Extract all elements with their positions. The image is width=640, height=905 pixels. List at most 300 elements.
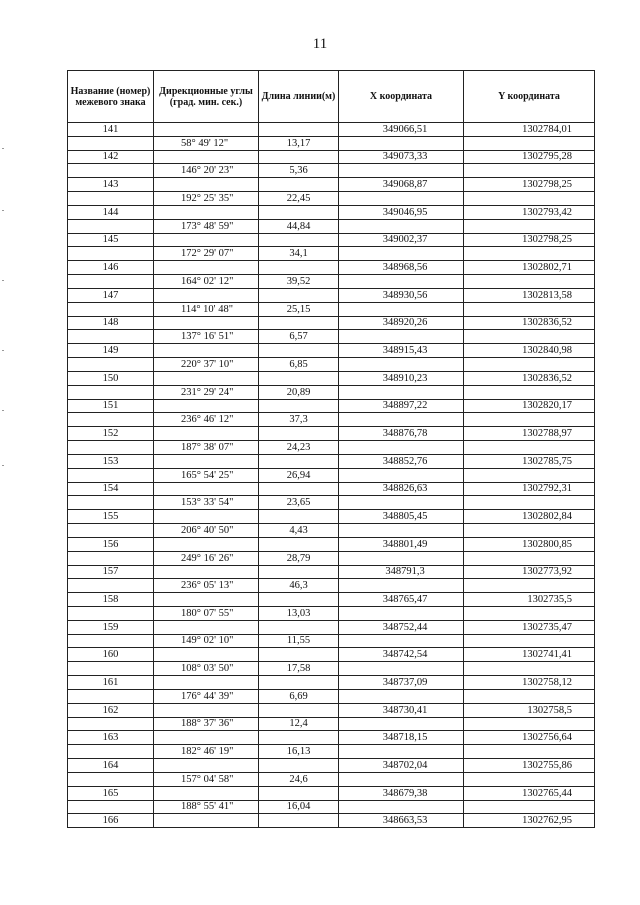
x-coordinate: 348801,49 — [339, 537, 464, 551]
point-name: 141 — [68, 123, 154, 137]
table-header-row — [68, 71, 595, 123]
direction-angle: 182° 46' 19" — [154, 745, 259, 759]
empty-cell — [68, 496, 154, 510]
empty-cell — [259, 344, 339, 358]
point-row — [68, 427, 595, 441]
point-row — [68, 371, 595, 385]
empty-cell — [68, 136, 154, 150]
header-angle: Дирекционные углы (град. мин. сек.) — [154, 71, 259, 123]
point-name: 146 — [68, 261, 154, 275]
direction-angle: 236° 46' 12" — [154, 413, 259, 427]
direction-angle: 173° 48' 59" — [154, 219, 259, 233]
empty-cell — [68, 745, 154, 759]
y-coordinate: 1302840,98 — [464, 344, 595, 358]
empty-cell — [68, 772, 154, 786]
empty-cell — [339, 496, 464, 510]
x-coordinate: 349073,33 — [339, 150, 464, 164]
point-row — [68, 233, 595, 247]
y-coordinate: 1302798,25 — [464, 233, 595, 247]
empty-cell — [339, 192, 464, 206]
empty-cell — [259, 731, 339, 745]
y-coordinate: 1302813,58 — [464, 288, 595, 302]
empty-cell — [464, 551, 595, 565]
empty-cell — [259, 814, 339, 828]
y-coordinate: 1302800,85 — [464, 537, 595, 551]
line-length: 13,03 — [259, 606, 339, 620]
segment-row — [68, 385, 595, 399]
empty-cell — [339, 745, 464, 759]
x-coordinate: 348752,44 — [339, 620, 464, 634]
x-coordinate: 348791,3 — [339, 565, 464, 579]
empty-cell — [464, 275, 595, 289]
page-number: 11 — [312, 36, 328, 52]
empty-cell — [154, 537, 259, 551]
direction-angle: 231° 29' 24" — [154, 385, 259, 399]
segment-row — [68, 413, 595, 427]
line-length: 4,43 — [259, 524, 339, 538]
line-length: 6,57 — [259, 330, 339, 344]
empty-cell — [154, 427, 259, 441]
empty-cell — [464, 606, 595, 620]
point-name: 159 — [68, 620, 154, 634]
empty-cell — [464, 164, 595, 178]
empty-cell — [339, 772, 464, 786]
empty-cell — [154, 288, 259, 302]
y-coordinate: 1302795,28 — [464, 150, 595, 164]
empty-cell — [68, 385, 154, 399]
segment-row — [68, 441, 595, 455]
point-row — [68, 178, 595, 192]
empty-cell — [339, 136, 464, 150]
empty-cell — [154, 150, 259, 164]
empty-cell — [154, 316, 259, 330]
empty-cell — [464, 662, 595, 676]
empty-cell — [339, 634, 464, 648]
segment-row — [68, 330, 595, 344]
line-length: 24,23 — [259, 441, 339, 455]
direction-angle: 176° 44' 39" — [154, 689, 259, 703]
empty-cell — [68, 413, 154, 427]
y-coordinate: 1302785,75 — [464, 454, 595, 468]
segment-row — [68, 468, 595, 482]
empty-cell — [464, 219, 595, 233]
line-length: 13,17 — [259, 136, 339, 150]
empty-cell — [259, 427, 339, 441]
segment-row — [68, 717, 595, 731]
empty-cell — [68, 634, 154, 648]
empty-cell — [154, 482, 259, 496]
direction-angle: 188° 55' 41" — [154, 800, 259, 814]
point-name: 147 — [68, 288, 154, 302]
empty-cell — [154, 454, 259, 468]
empty-cell — [154, 178, 259, 192]
segment-row — [68, 800, 595, 814]
empty-cell — [339, 800, 464, 814]
empty-cell — [339, 219, 464, 233]
point-row — [68, 205, 595, 219]
empty-cell — [464, 302, 595, 316]
point-row — [68, 150, 595, 164]
point-row — [68, 344, 595, 358]
x-coordinate: 348737,09 — [339, 676, 464, 690]
empty-cell — [68, 358, 154, 372]
point-name: 143 — [68, 178, 154, 192]
empty-cell — [68, 606, 154, 620]
empty-cell — [339, 579, 464, 593]
empty-cell — [339, 164, 464, 178]
empty-cell — [154, 123, 259, 137]
empty-cell — [154, 233, 259, 247]
line-length: 12,4 — [259, 717, 339, 731]
point-name: 157 — [68, 565, 154, 579]
direction-angle: 58° 49' 12" — [154, 136, 259, 150]
margin-mark — [2, 210, 4, 211]
empty-cell — [154, 399, 259, 413]
line-length: 28,79 — [259, 551, 339, 565]
empty-cell — [259, 593, 339, 607]
direction-angle: 180° 07' 55" — [154, 606, 259, 620]
y-coordinate: 1302756,64 — [464, 731, 595, 745]
empty-cell — [68, 302, 154, 316]
point-name: 153 — [68, 454, 154, 468]
line-length: 16,04 — [259, 800, 339, 814]
y-coordinate: 1302735,47 — [464, 620, 595, 634]
header-name: Название (номер) межевого знака — [68, 71, 154, 123]
line-length: 37,3 — [259, 413, 339, 427]
empty-cell — [464, 496, 595, 510]
x-coordinate: 348805,45 — [339, 510, 464, 524]
x-coordinate: 348826,63 — [339, 482, 464, 496]
y-coordinate: 1302735,5 — [464, 593, 595, 607]
empty-cell — [154, 759, 259, 773]
y-coordinate: 1302802,71 — [464, 261, 595, 275]
empty-cell — [259, 233, 339, 247]
segment-row — [68, 136, 595, 150]
empty-cell — [339, 385, 464, 399]
segment-row — [68, 579, 595, 593]
empty-cell — [259, 261, 339, 275]
point-row — [68, 482, 595, 496]
point-row — [68, 593, 595, 607]
segment-row — [68, 772, 595, 786]
empty-cell — [339, 606, 464, 620]
line-length: 39,52 — [259, 275, 339, 289]
point-name: 161 — [68, 676, 154, 690]
empty-cell — [464, 468, 595, 482]
direction-angle: 206° 40' 50" — [154, 524, 259, 538]
empty-cell — [68, 579, 154, 593]
line-length: 46,3 — [259, 579, 339, 593]
point-row — [68, 648, 595, 662]
y-coordinate: 1302836,52 — [464, 316, 595, 330]
y-coordinate: 1302765,44 — [464, 786, 595, 800]
empty-cell — [154, 344, 259, 358]
point-row — [68, 676, 595, 690]
y-coordinate: 1302758,5 — [464, 703, 595, 717]
empty-cell — [154, 620, 259, 634]
segment-row — [68, 524, 595, 538]
empty-cell — [339, 717, 464, 731]
point-row — [68, 731, 595, 745]
empty-cell — [259, 537, 339, 551]
point-row — [68, 261, 595, 275]
header-x: X координата — [339, 71, 464, 123]
direction-angle: 187° 38' 07" — [154, 441, 259, 455]
empty-cell — [464, 579, 595, 593]
point-row — [68, 123, 595, 137]
segment-row — [68, 192, 595, 206]
empty-cell — [154, 371, 259, 385]
line-length: 23,65 — [259, 496, 339, 510]
empty-cell — [339, 524, 464, 538]
coordinates-table — [67, 70, 595, 828]
empty-cell — [154, 786, 259, 800]
empty-cell — [68, 247, 154, 261]
line-length: 20,89 — [259, 385, 339, 399]
empty-cell — [68, 800, 154, 814]
x-coordinate: 348702,04 — [339, 759, 464, 773]
x-coordinate: 349002,37 — [339, 233, 464, 247]
x-coordinate: 349068,87 — [339, 178, 464, 192]
empty-cell — [68, 689, 154, 703]
empty-cell — [68, 662, 154, 676]
empty-cell — [259, 759, 339, 773]
direction-angle: 149° 02' 10" — [154, 634, 259, 648]
line-length: 44,84 — [259, 219, 339, 233]
empty-cell — [259, 620, 339, 634]
point-row — [68, 454, 595, 468]
segment-row — [68, 219, 595, 233]
x-coordinate: 348852,76 — [339, 454, 464, 468]
x-coordinate: 348897,22 — [339, 399, 464, 413]
table-body — [68, 123, 595, 828]
header-y: Y координата — [464, 71, 595, 123]
x-coordinate: 348910,23 — [339, 371, 464, 385]
empty-cell — [259, 205, 339, 219]
empty-cell — [259, 565, 339, 579]
empty-cell — [68, 164, 154, 178]
empty-cell — [339, 330, 464, 344]
x-coordinate: 348718,15 — [339, 731, 464, 745]
segment-row — [68, 247, 595, 261]
x-coordinate: 348920,26 — [339, 316, 464, 330]
point-row — [68, 814, 595, 828]
margin-mark — [2, 350, 4, 351]
empty-cell — [68, 468, 154, 482]
y-coordinate: 1302762,95 — [464, 814, 595, 828]
empty-cell — [154, 731, 259, 745]
line-length: 26,94 — [259, 468, 339, 482]
point-name: 155 — [68, 510, 154, 524]
line-length: 11,55 — [259, 634, 339, 648]
point-name: 145 — [68, 233, 154, 247]
point-name: 165 — [68, 786, 154, 800]
empty-cell — [339, 441, 464, 455]
empty-cell — [259, 399, 339, 413]
empty-cell — [339, 413, 464, 427]
empty-cell — [259, 482, 339, 496]
x-coordinate: 348930,56 — [339, 288, 464, 302]
empty-cell — [339, 247, 464, 261]
empty-cell — [259, 676, 339, 690]
direction-angle: 146° 20' 23" — [154, 164, 259, 178]
empty-cell — [464, 717, 595, 731]
empty-cell — [68, 330, 154, 344]
empty-cell — [68, 717, 154, 731]
empty-cell — [339, 302, 464, 316]
empty-cell — [464, 634, 595, 648]
segment-row — [68, 551, 595, 565]
point-row — [68, 510, 595, 524]
direction-angle: 164° 02' 12" — [154, 275, 259, 289]
x-coordinate: 349046,95 — [339, 205, 464, 219]
y-coordinate: 1302793,42 — [464, 205, 595, 219]
segment-row — [68, 358, 595, 372]
point-name: 151 — [68, 399, 154, 413]
line-length: 34,1 — [259, 247, 339, 261]
x-coordinate: 348679,38 — [339, 786, 464, 800]
y-coordinate: 1302741,41 — [464, 648, 595, 662]
empty-cell — [464, 385, 595, 399]
empty-cell — [259, 786, 339, 800]
empty-cell — [464, 192, 595, 206]
point-name: 142 — [68, 150, 154, 164]
empty-cell — [339, 468, 464, 482]
y-coordinate: 1302798,25 — [464, 178, 595, 192]
point-row — [68, 399, 595, 413]
y-coordinate: 1302788,97 — [464, 427, 595, 441]
empty-cell — [68, 219, 154, 233]
empty-cell — [464, 247, 595, 261]
empty-cell — [464, 800, 595, 814]
empty-cell — [68, 192, 154, 206]
margin-mark — [2, 148, 4, 149]
direction-angle: 157° 04' 58" — [154, 772, 259, 786]
line-length: 22,45 — [259, 192, 339, 206]
segment-row — [68, 606, 595, 620]
empty-cell — [464, 413, 595, 427]
point-name: 152 — [68, 427, 154, 441]
empty-cell — [154, 593, 259, 607]
empty-cell — [464, 772, 595, 786]
line-length: 25,15 — [259, 302, 339, 316]
line-length: 24,6 — [259, 772, 339, 786]
empty-cell — [154, 648, 259, 662]
point-row — [68, 786, 595, 800]
empty-cell — [259, 510, 339, 524]
empty-cell — [68, 275, 154, 289]
direction-angle: 236° 05' 13" — [154, 579, 259, 593]
empty-cell — [154, 565, 259, 579]
empty-cell — [259, 454, 339, 468]
empty-cell — [339, 689, 464, 703]
empty-cell — [154, 205, 259, 219]
point-name: 163 — [68, 731, 154, 745]
margin-mark — [2, 410, 4, 411]
x-coordinate: 348915,43 — [339, 344, 464, 358]
point-name: 160 — [68, 648, 154, 662]
segment-row — [68, 634, 595, 648]
direction-angle: 108° 03' 50" — [154, 662, 259, 676]
point-row — [68, 703, 595, 717]
x-coordinate: 348876,78 — [339, 427, 464, 441]
empty-cell — [259, 150, 339, 164]
direction-angle: 188° 37' 36" — [154, 717, 259, 731]
empty-cell — [68, 441, 154, 455]
point-name: 166 — [68, 814, 154, 828]
empty-cell — [339, 662, 464, 676]
direction-angle: 153° 33' 54" — [154, 496, 259, 510]
direction-angle: 172° 29' 07" — [154, 247, 259, 261]
point-row — [68, 537, 595, 551]
y-coordinate: 1302802,84 — [464, 510, 595, 524]
direction-angle: 192° 25' 35" — [154, 192, 259, 206]
x-coordinate: 349066,51 — [339, 123, 464, 137]
direction-angle: 137° 16' 51" — [154, 330, 259, 344]
empty-cell — [259, 316, 339, 330]
direction-angle: 220° 37' 10" — [154, 358, 259, 372]
x-coordinate: 348765,47 — [339, 593, 464, 607]
direction-angle: 249° 16' 26" — [154, 551, 259, 565]
point-name: 148 — [68, 316, 154, 330]
empty-cell — [259, 178, 339, 192]
point-row — [68, 759, 595, 773]
line-length: 16,13 — [259, 745, 339, 759]
segment-row — [68, 689, 595, 703]
point-name: 150 — [68, 371, 154, 385]
segment-row — [68, 745, 595, 759]
empty-cell — [259, 371, 339, 385]
empty-cell — [154, 261, 259, 275]
margin-mark — [2, 280, 4, 281]
x-coordinate: 348968,56 — [339, 261, 464, 275]
y-coordinate: 1302792,31 — [464, 482, 595, 496]
empty-cell — [464, 689, 595, 703]
empty-cell — [154, 703, 259, 717]
segment-row — [68, 496, 595, 510]
direction-angle: 165° 54' 25" — [154, 468, 259, 482]
empty-cell — [464, 136, 595, 150]
empty-cell — [464, 745, 595, 759]
x-coordinate: 348663,53 — [339, 814, 464, 828]
line-length: 6,69 — [259, 689, 339, 703]
empty-cell — [154, 814, 259, 828]
y-coordinate: 1302820,17 — [464, 399, 595, 413]
segment-row — [68, 302, 595, 316]
point-row — [68, 288, 595, 302]
line-length: 5,36 — [259, 164, 339, 178]
empty-cell — [464, 358, 595, 372]
line-length: 6,85 — [259, 358, 339, 372]
x-coordinate: 348730,41 — [339, 703, 464, 717]
y-coordinate: 1302784,01 — [464, 123, 595, 137]
empty-cell — [259, 288, 339, 302]
empty-cell — [259, 123, 339, 137]
empty-cell — [68, 551, 154, 565]
point-name: 158 — [68, 593, 154, 607]
point-row — [68, 316, 595, 330]
segment-row — [68, 275, 595, 289]
empty-cell — [339, 358, 464, 372]
y-coordinate: 1302758,12 — [464, 676, 595, 690]
empty-cell — [154, 510, 259, 524]
y-coordinate: 1302773,92 — [464, 565, 595, 579]
y-coordinate: 1302836,52 — [464, 371, 595, 385]
empty-cell — [339, 275, 464, 289]
point-name: 149 — [68, 344, 154, 358]
direction-angle: 114° 10' 48" — [154, 302, 259, 316]
point-name: 144 — [68, 205, 154, 219]
